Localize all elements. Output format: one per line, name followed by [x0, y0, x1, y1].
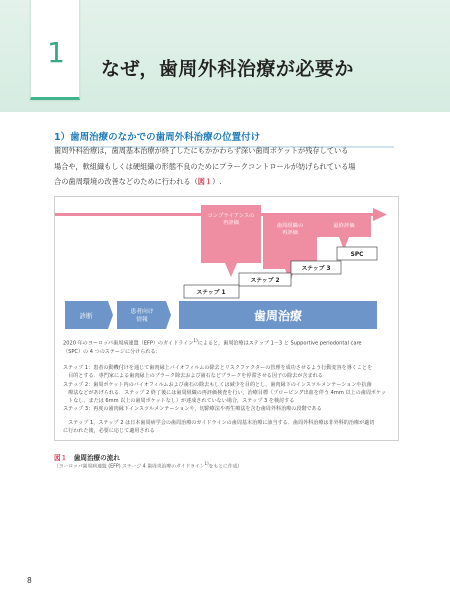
diagnosis-label: 診断	[79, 312, 93, 320]
figure-text-intro: 2020 年のヨーロッパ歯周病連盟（EFP）のガイドライン$^{1)}$によると，歯周治療はステップ 1〜3 と Supportive periodontal care （SPC）の 4 つのステージに分けられる：	[63, 339, 362, 355]
final-evaluation-callout	[317, 215, 371, 250]
step2-label: ステップ 2	[250, 278, 280, 284]
figure-caption-text: 歯周治療の流れ	[73, 454, 120, 462]
figure-text-steps: ステップ 1：患者の動機付けを通じて歯肉縁上バイオフィルムの除去とリスクファクターの管理を成功させるよう行動変容を導くことを 目的とする．専門家による歯肉縁上のプラーク除去および歯石などプラークを停滞させる因子の除去が含まれる ステップ 2：歯周ポケット内のバイオフィルムおよび歯石の除去もしくは減少を目的とし，歯肉縁下のインスツルメンテーションや抗菌 療法などがあげられる．ステップ 2 終了後には歯周組織の再評価検査を行い，治療目標（プロービング出血を伴う 4mm 以上の歯周ポケッ トなし，または 6mm 以上の歯周ポケットなし）が達成されていない場合，ステップ 3 を検討する ステップ 3：再度の歯肉縁下インスツルメンテーションや，切除療法や再生療法を含む歯周外科治療の段階である	[63, 365, 386, 413]
compliance-label-line-1: コンプライアンスの	[207, 213, 255, 219]
body-paragraph	[54, 143, 399, 190]
timeline-arrow-head	[373, 208, 387, 221]
patient-info-box	[117, 301, 171, 329]
figure-caption-note: （ヨーロッパ歯周病連盟 (EFP) ステージ 4 歯周炎治療のガイドライン$^{1)}$をもとに作成）	[54, 461, 243, 470]
patient-info-label-line-2: 情報	[136, 317, 148, 323]
step1-label: ステップ 1	[196, 290, 226, 296]
tissue-label-line-2: 再評価	[282, 230, 298, 236]
figure-caption-label: 図１	[54, 454, 68, 462]
body-line-3: 合の歯周環境の改善などのために行われる（図１）.	[54, 177, 222, 186]
figure-1-box	[54, 196, 399, 441]
chapter-title: なぜ，歯周外科治療が必要か	[101, 58, 354, 80]
chapter-number: 1	[47, 36, 65, 69]
step3-label: ステップ 3	[301, 266, 331, 272]
page-number: 8	[27, 576, 32, 585]
chapter-number-tab	[30, 0, 80, 100]
section-title: 1）歯周治療のなかでの歯周外科治療の位置付け	[54, 132, 261, 143]
final-evaluation-label: 最終評価	[333, 223, 355, 229]
tissue-label-line-1: 歯周組織の	[276, 223, 304, 229]
figure-text-summary: ステップ 1，ステップ 2 は日本歯周病学会の歯周治療のガイドラインの歯周基本治療に該当する．歯周外科治療は非外科的治療が適切 に行われた後，必要に応じて適用される	[63, 420, 375, 435]
compliance-label-line-2: 再評価	[223, 220, 239, 226]
figure-reference-link[interactable]: 図１	[197, 177, 213, 186]
periodontal-treatment-label: 歯周治療	[253, 309, 303, 323]
body-line-2: 場合や，軟組織もしくは硬組織の形態不良のためにプラークコントロールが妨げられている場	[54, 161, 356, 171]
body-ref-open: （	[190, 177, 198, 186]
body-ref-close: ）.	[212, 177, 222, 186]
patient-info-label-line-1: 患者向け	[130, 309, 154, 315]
body-line-1: 歯周外科治療は，歯周基本治療が終了したにもかかわらず深い歯周ポケットが残存している	[54, 146, 349, 155]
spc-label: SPC	[350, 252, 364, 258]
